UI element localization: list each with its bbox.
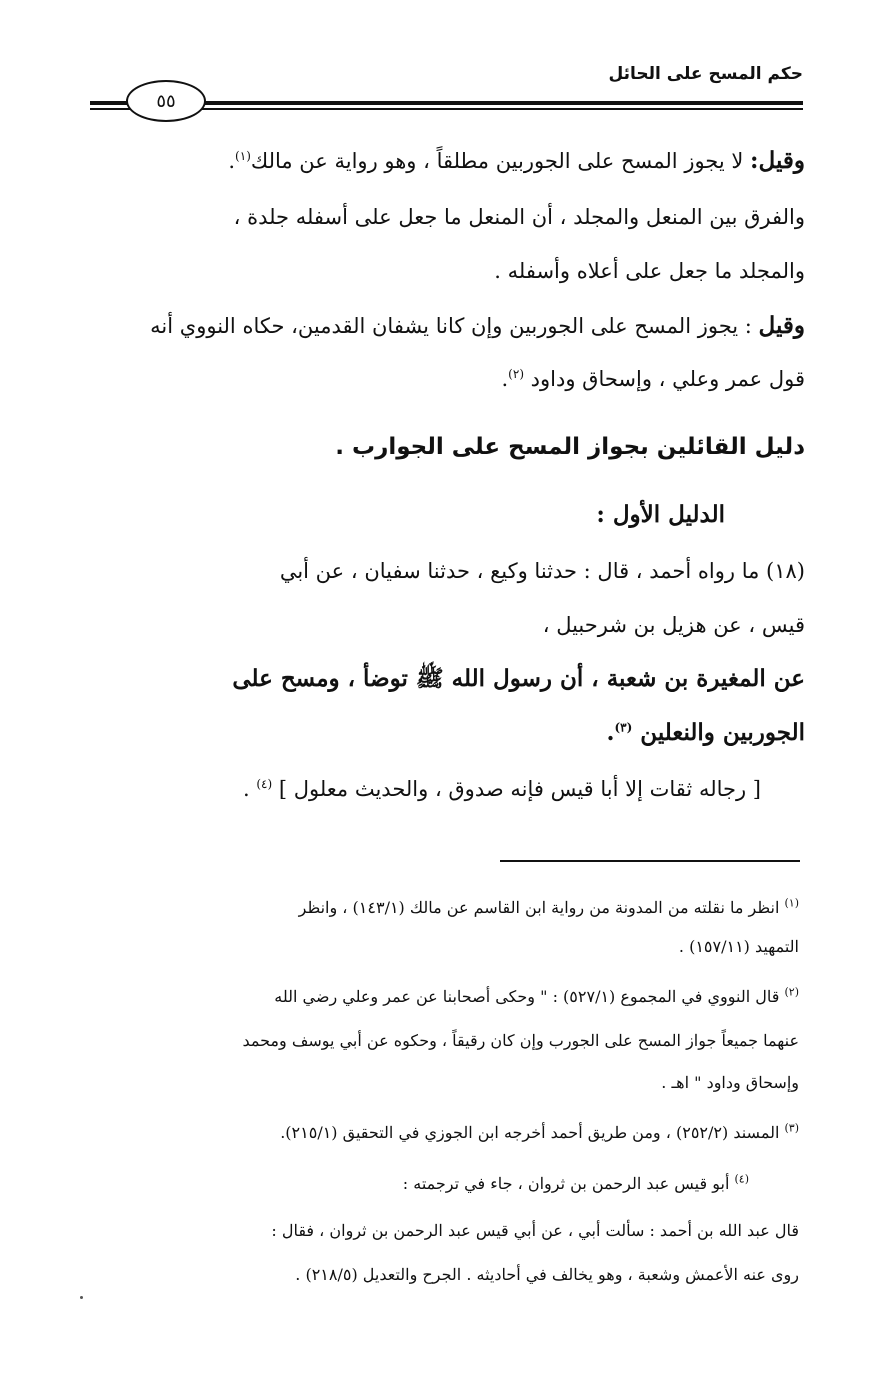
hadith-matn-line: عن المغيرة بن شعبة ، أن رسول الله ﷺ توضأ ، ومسح على: [232, 665, 805, 692]
text-run: المسند (٢٥٢/٢) ، ومن طريق أحمد أخرجه ابن الجوزي في التحقيق (٢١٥/١).: [280, 1123, 785, 1142]
paragraph-line: [228, 146, 805, 176]
text-run: .: [606, 719, 615, 746]
footnote-ref: (٢): [508, 367, 524, 381]
scan-speck: [80, 1296, 83, 1299]
running-header-title: حكم المسح على الحائل: [608, 64, 803, 84]
text-run: قال النووي في المجموع (٥٢٧/١) : " وحكى أصحابنا عن عمر وعلي رضي الله: [274, 987, 785, 1006]
footnote-line: [274, 985, 799, 1009]
hadith-isnad-line: قيس ، عن هزيل بن شرحبيل ،: [542, 613, 805, 637]
paragraph-line: [501, 364, 805, 394]
footnote-line: [280, 1121, 799, 1145]
footnote-number: (٤): [734, 1172, 749, 1186]
footnote-line: روى عنه الأعمش وشعبة ، وهو يخالف في أحاديثه . الجرح والتعديل (٢١٨/٥) .: [295, 1265, 799, 1284]
paragraph-line: [150, 311, 805, 341]
footnote-line: قال عبد الله بن أحمد : سألت أبي ، عن أبي قيس عبد الرحمن بن ثروان ، فقال :: [271, 1221, 799, 1240]
footnote-ref: (٣): [614, 720, 633, 735]
footnote-line: [403, 1172, 749, 1196]
hadith-isnad-line: (١٨) ما رواه أحمد ، قال : حدثنا وكيع ، حدثنا سفيان ، عن أبي: [279, 559, 805, 583]
paragraph-line: والمجلد ما جعل على أعلاه وأسفله .: [494, 259, 805, 283]
text-run: أبو قيس عبد الرحمن بن ثروان ، جاء في ترجمته :: [402, 1174, 735, 1193]
footnote-line: وإسحاق وداود " اهـ .: [661, 1073, 799, 1092]
hadith-matn-line: [606, 718, 805, 748]
footnote-ref: (١): [235, 149, 251, 163]
qila-label: وقيل:: [750, 147, 805, 174]
text-run: قول عمر وعلي ، وإسحاق وداود: [524, 367, 805, 391]
footnote-line: عنهما جميعاً جواز المسح على الجورب وإن كان رقيقاً ، وحكوه عن أبي يوسف ومحمد: [242, 1031, 799, 1050]
text-run: انظر ما نقلته من المدونة من رواية ابن القاسم عن مالك (١٤٣/١) ، وانظر: [298, 898, 785, 917]
page-number: ٥٥: [156, 90, 176, 112]
footnote-separator: [500, 860, 800, 862]
footnote-line: التمهيد (١٥٧/١١) .: [678, 937, 799, 956]
page-number-oval: [126, 80, 206, 122]
text-run: لا يجوز المسح على الجوربين مطلقاً ، وهو رواية عن مالك: [250, 149, 751, 173]
text-run: .: [243, 777, 257, 801]
text-run: .: [501, 367, 509, 391]
section-heading: دليل القائلين بجواز المسح على الجوارب .: [335, 434, 805, 460]
text-run: : يجوز المسح على الجوربين وإن كانا يشفان القدمين، حكاه النووي أنه: [150, 314, 759, 338]
footnote-line: [299, 896, 799, 920]
footnote-number: (١): [784, 896, 799, 910]
footnote-number: (٣): [784, 1121, 799, 1135]
hadith-grading: [243, 774, 761, 804]
sub-heading: الدليل الأول :: [596, 501, 725, 528]
paragraph-line: والفرق بين المنعل والمجلد ، أن المنعل ما جعل على أسفله جلدة ،: [233, 205, 805, 229]
footnote-number: (٢): [784, 985, 799, 999]
qila-label: وقيل: [758, 312, 805, 339]
text-run: الجوربين والنعلين: [632, 719, 805, 746]
text-run: [ رجاله ثقات إلا أبا قيس فإنه صدوق ، والحديث معلول ]: [272, 777, 761, 801]
text-run: .: [228, 149, 236, 173]
footnote-ref: (٤): [256, 777, 273, 791]
